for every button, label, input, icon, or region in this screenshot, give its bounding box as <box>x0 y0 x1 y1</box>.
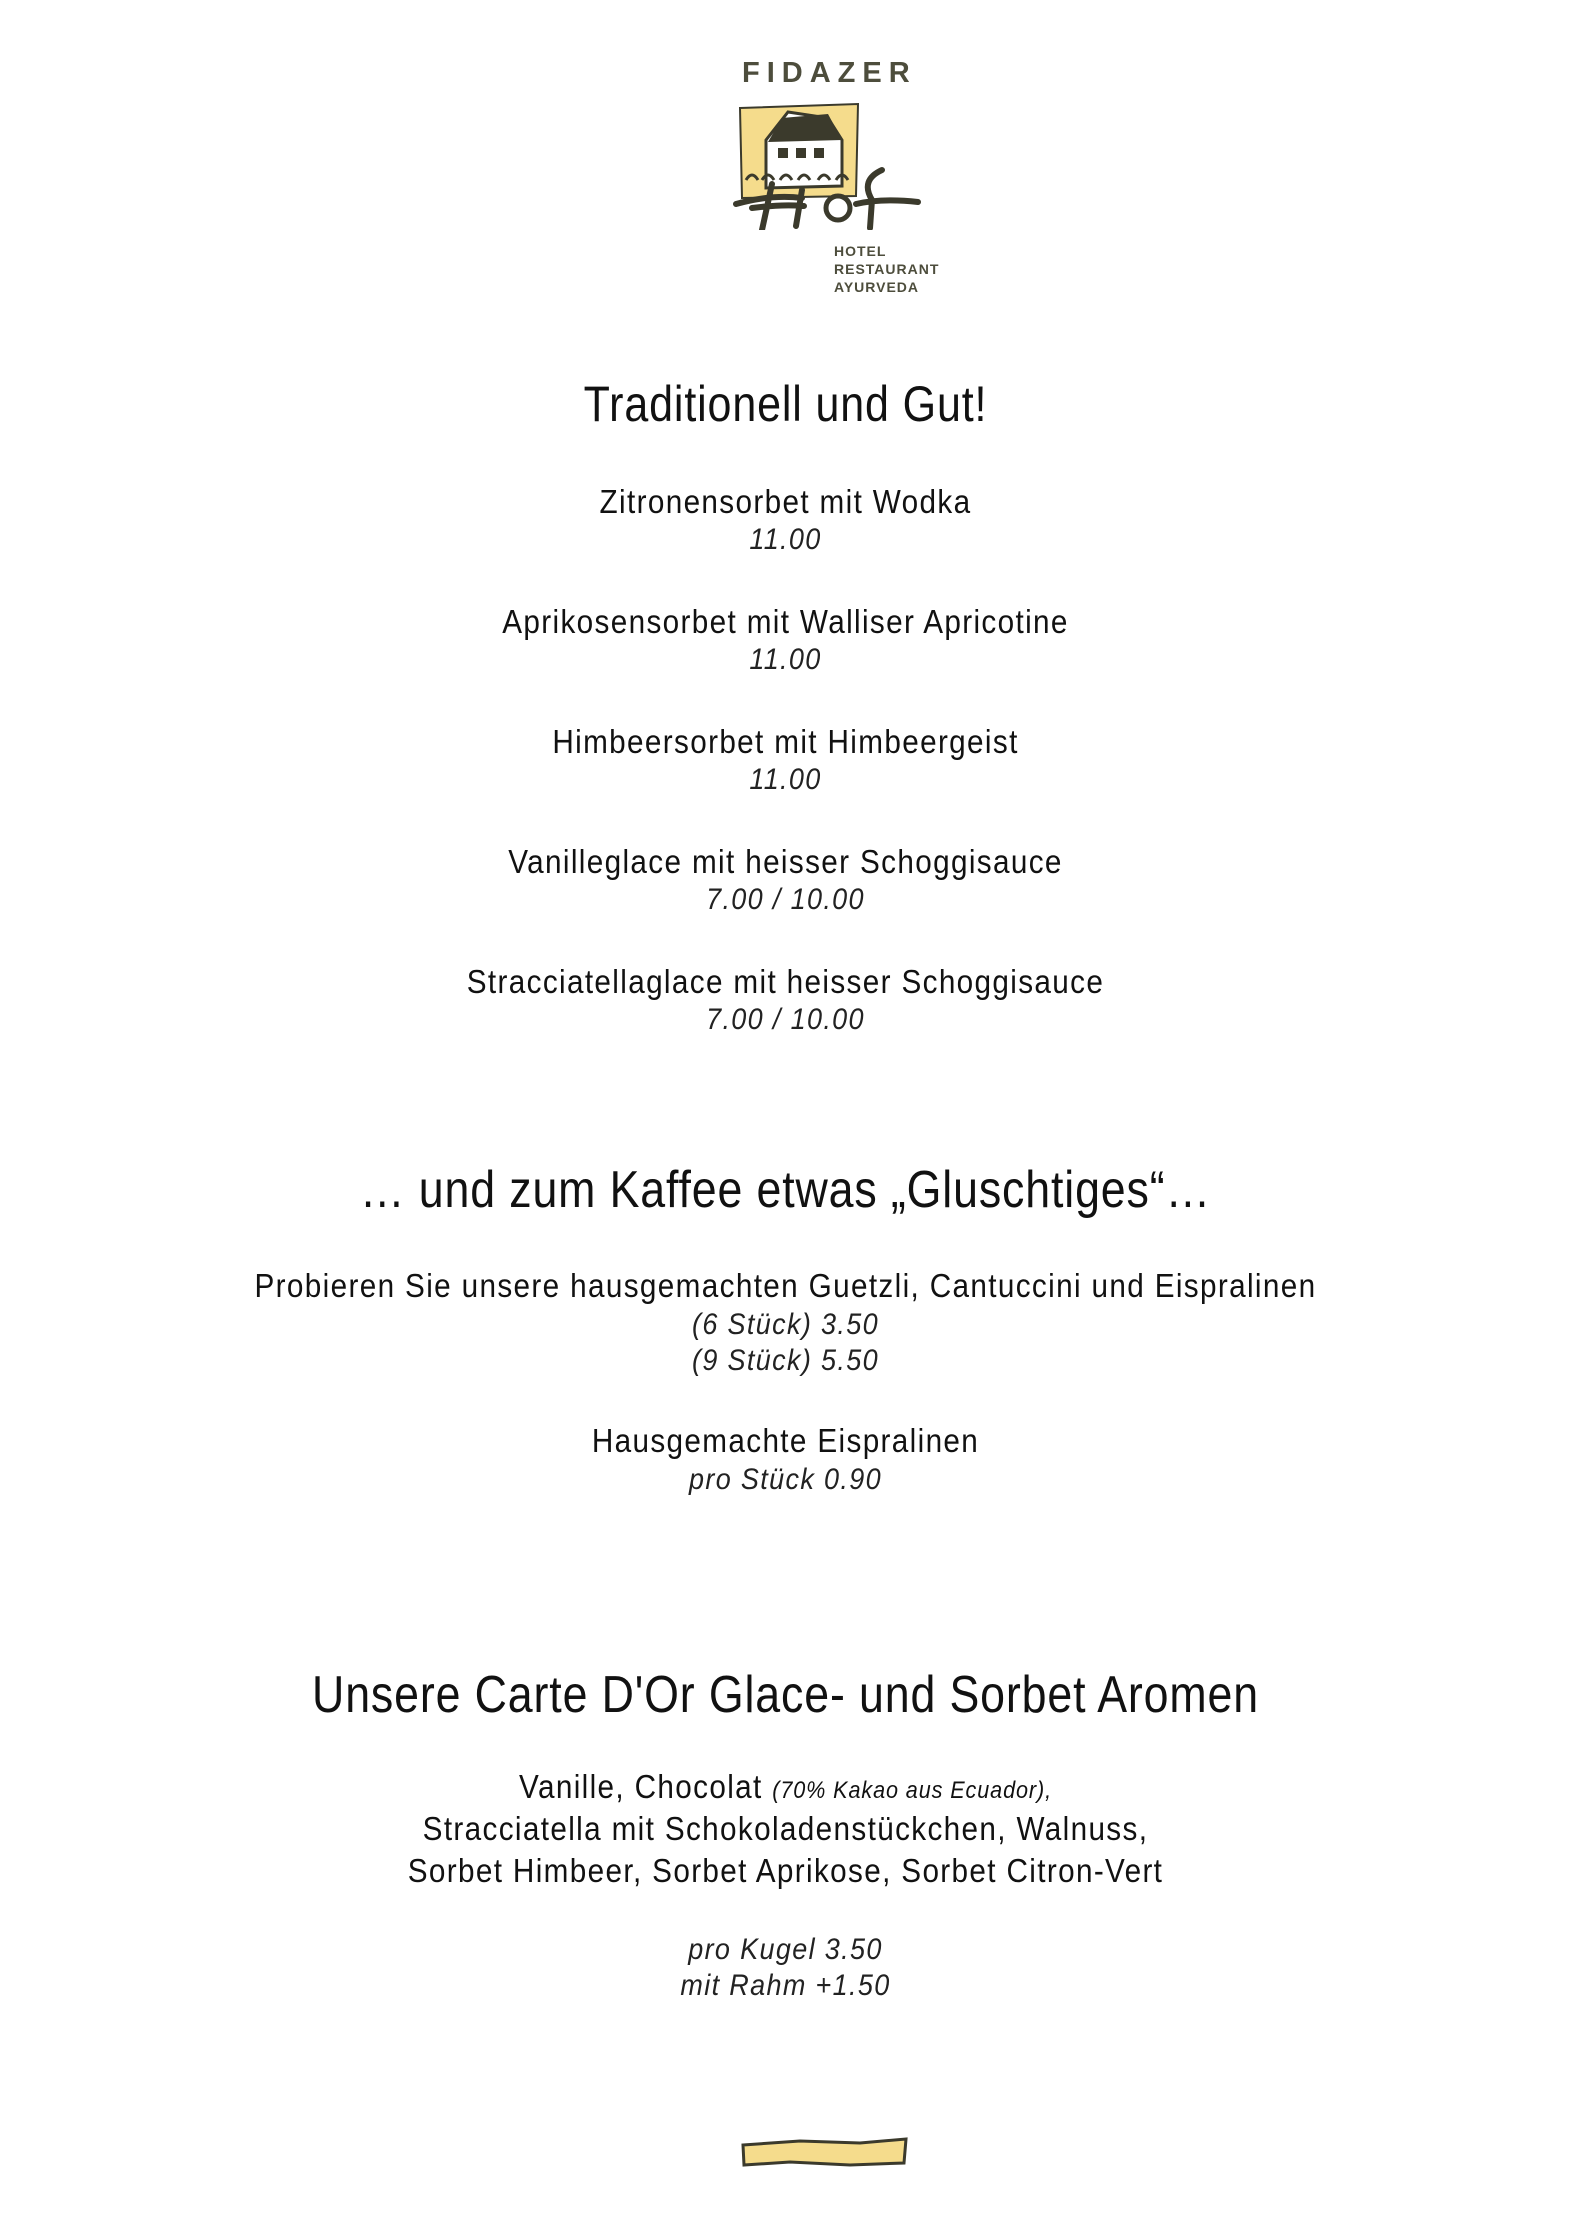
menu-item-name: Vanilleglace mit heisser Schoggisauce <box>508 843 1063 880</box>
menu-item-price: 7.00 / 10.00 <box>706 1003 865 1036</box>
section-title-coffee: … und zum Kaffee etwas „Gluschtiges“… <box>359 1161 1212 1219</box>
logo-house-icon <box>732 100 962 230</box>
logo-line-hotel: HOTEL <box>834 243 887 259</box>
menu-item-price: mit Rahm +1.50 <box>680 1969 891 2002</box>
menu-item-price: 11.00 <box>749 643 822 676</box>
menu-item-name: Aprikosensorbet mit Walliser Apricotine <box>502 603 1069 640</box>
menu-item-name: Stracciatellaglace mit heisser Schoggisauce <box>466 963 1105 1000</box>
menu-item-name: Probieren Sie unsere hausgemachten Guetzli, Cantuccini und Eispralinen <box>254 1267 1317 1304</box>
flavour-line-1 <box>79 1768 1493 1806</box>
menu-item-price: 11.00 <box>749 523 822 556</box>
hotel-logo <box>720 55 950 305</box>
section-title-flavours: Unsere Carte D'Or Glace- und Sorbet Aromen <box>312 1666 1259 1724</box>
logo-line-ayurveda: AYURVEDA <box>834 279 920 295</box>
menu-item-name: Zitronensorbet mit Wodka <box>599 483 972 520</box>
menu-item-price: 11.00 <box>749 763 822 796</box>
menu-item-name: Hausgemachte Eispralinen <box>591 1422 980 1459</box>
logo-brand-name: FIDAZER <box>742 57 917 89</box>
footer-decoration-bar <box>740 2135 910 2171</box>
flavour-line-1-main: Vanille, Chocolat <box>519 1768 773 1805</box>
section-title-traditional: Traditionell und Gut! <box>583 376 988 432</box>
logo-line-restaurant: RESTAURANT <box>834 261 940 277</box>
flavour-line-1-note: (70% Kakao aus Ecuador), <box>772 1777 1052 1804</box>
menu-item-price: (6 Stück) 3.50 <box>691 1308 879 1341</box>
menu-item-price: pro Kugel 3.50 <box>688 1933 883 1966</box>
flavour-line-2: Stracciatella mit Schokoladenstückchen, Walnuss, <box>422 1810 1149 1847</box>
menu-item-name: Himbeersorbet mit Himbeergeist <box>552 723 1019 760</box>
menu-item-price: pro Stück 0.90 <box>688 1463 882 1496</box>
flavour-line-3: Sorbet Himbeer, Sorbet Aprikose, Sorbet Citron-Vert <box>407 1852 1164 1889</box>
menu-item-price: (9 Stück) 5.50 <box>691 1344 879 1377</box>
menu-item-price: 7.00 / 10.00 <box>706 883 865 916</box>
